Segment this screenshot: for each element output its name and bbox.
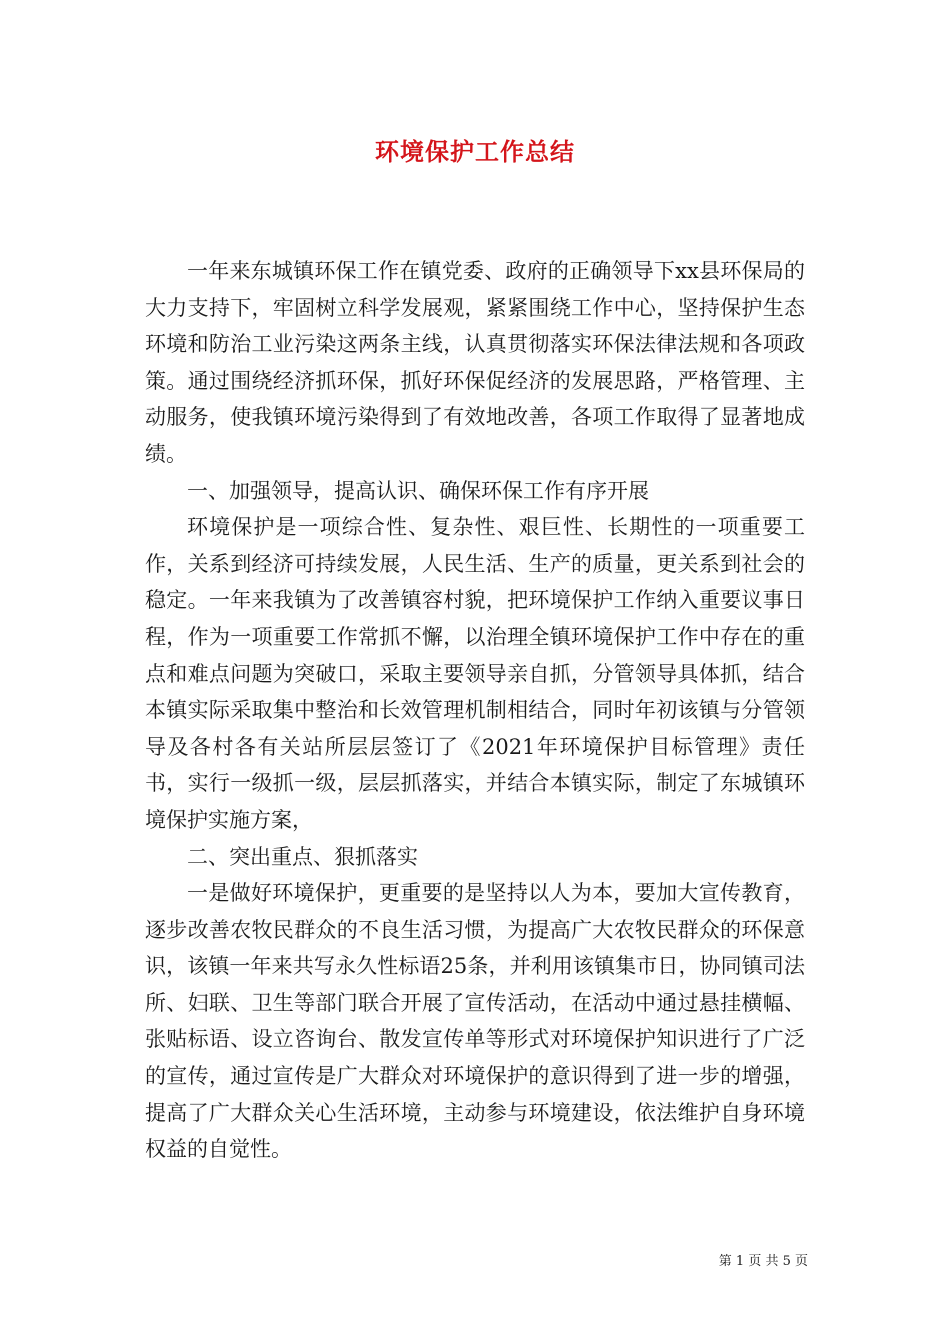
paragraph-intro: 一年来东城镇环保工作在镇党委、政府的正确领导下xx县环保局的大力支持下，牢固树立科学发展观，紧紧围绕工作中心，坚持保护生态环境和防治工业污染这两条主线，认真贯彻落实环保法律法规和各项政策。通过围绕经济抓环保，抓好环保促经济的发展思路，严格管理、主动服务，使我镇环境污染得到了有效地改善，各项工作取得了显著地成绩。 [145,259,805,466]
paragraph-section-1: 环境保护是一项综合性、复杂性、艰巨性、长期性的一项重要工作，关系到经济可持续发展，人民生活、生产的质量，更关系到社会的稳定。一年来我镇为了改善镇容村貌，把环境保护工作纳入重要议事日程，作为一项重要工作常抓不懈，以治理全镇环境保护工作中存在的重点和难点问题为突破口，采取主要领导亲自抓，分管领导具体抓，结合本镇实际采取集中整治和长效管理机制相结合，同时年初该镇与分管领导及各村各有关站所层层签订了《2021年环境保护目标管理》责任书，实行一级抓一级，层层抓落实，并结合本镇实际，制定了东城镇环境保护实施方案， [145,515,805,832]
document-body [145,253,805,1168]
section-heading-2: 二、突出重点、狠抓落实 [187,844,418,869]
paragraph-section-2: 一是做好环境保护，更重要的是坚持以人为本，要加大宣传教育，逐步改善农牧民群众的不良生活习惯，为提高广大农牧民群众的环保意识，该镇一年来共写永久性标语25条，并利用该镇集市日，协同镇司法所、妇联、卫生等部门联合开展了宣传活动，在活动中通过悬挂横幅、张贴标语、设立咨询台、散发宣传单等形式对环境保护知识进行了广泛的宣传，通过宣传是广大群众对环境保护的意识得到了进一步的增强，提高了广大群众关心生活环境，主动参与环境建设，依法维护自身环境权益的自觉性。 [145,881,805,1162]
document-title: 环境保护工作总结 [375,138,575,166]
page-number: 第 1 页 共 5 页 [718,1254,808,1269]
section-heading-1: 一、加强领导，提高认识、确保环保工作有序开展 [187,478,649,503]
